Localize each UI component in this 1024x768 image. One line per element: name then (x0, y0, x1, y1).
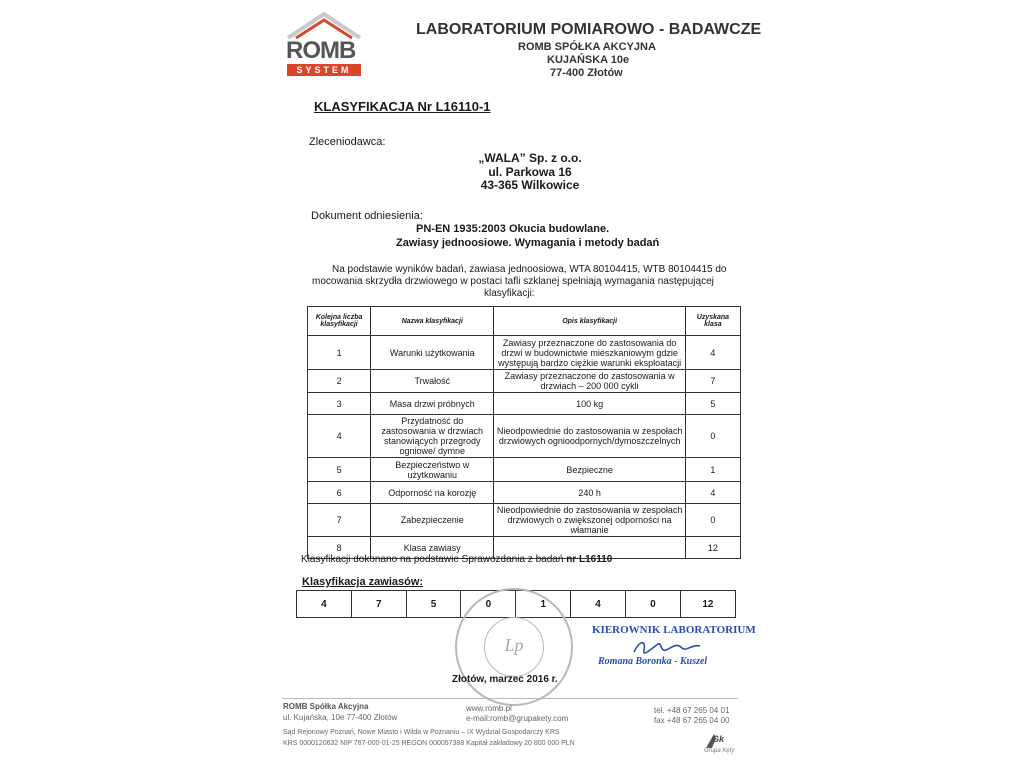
summary-cell: 4 (571, 591, 626, 618)
header-description: Opis klasyfikacji (494, 307, 685, 336)
row-number: 6 (308, 482, 371, 504)
footer-divider (282, 698, 738, 699)
row-name: Przydatność do zastosowania w drzwiach stanowiących przegrody ogniowe/ dymne (371, 415, 494, 458)
summary-label: Klasyfikacja zawiasów: (302, 576, 424, 588)
row-class: 4 (685, 336, 740, 370)
row-number: 2 (308, 370, 371, 393)
row-number: 7 (308, 504, 371, 537)
summary-cell: 4 (297, 591, 352, 618)
reference-standard: PN-EN 1935:2003 Okucia budowlane. (416, 223, 610, 235)
row-number: 8 (308, 537, 371, 559)
row-description: 100 kg (494, 393, 685, 415)
row-name: Zabezpieczenie (371, 504, 494, 537)
row-number: 1 (308, 336, 371, 370)
grupa-kety-logo-text: Gk (712, 734, 725, 744)
company-name: ROMB SPÓŁKA AKCYJNA (518, 41, 656, 53)
row-description: Zawiasy przeznaczone do zastosowania w drzwiach – 200 000 cykli (494, 370, 685, 393)
row-description: Nieodpowiednie do zastosowania w zespołach drzwiowych ognioodpornych/dymoszczelnych (494, 415, 685, 458)
row-class: 1 (685, 458, 740, 482)
classification-table (307, 306, 741, 559)
row-name: Trwałość (371, 370, 494, 393)
summary-cell: 5 (406, 591, 461, 618)
logo-wordmark: ROMB (286, 37, 356, 64)
summary-cell: 0 (461, 591, 516, 618)
stamp-inner-ring (484, 617, 544, 677)
header-class: Uzyskana klasa (685, 307, 740, 336)
table-row (308, 393, 741, 415)
city-address: 77-400 Złotów (550, 67, 623, 79)
row-class: 4 (685, 482, 740, 504)
intro-line-1: Na podstawie wyników badań, zawiasa jednoosiowa, WTA 80104415, WTB 80104415 do (332, 264, 727, 275)
row-name: Klasa zawiasy (371, 537, 494, 559)
row-name: Warunki użytkowania (371, 336, 494, 370)
client-street: ul. Parkowa 16 (488, 165, 572, 179)
basis-text: Klasyfikacji dokonano na podstawie Sprawozdania z badań (301, 554, 564, 565)
row-number: 4 (308, 415, 371, 458)
document-title: KLASYFIKACJA Nr L16110-1 (314, 99, 491, 114)
row-class: 0 (685, 415, 740, 458)
row-description: Nieodpowiednie do zastosowania w zespołach drzwiowych o zwiększonej odporności na włamanie (494, 504, 685, 537)
header-name: Nazwa klasyfikacji (371, 307, 494, 336)
reference-label: Dokument odniesienia: (311, 210, 423, 222)
table-row (308, 370, 741, 393)
intro-line-2: mocowania skrzydła drzwiowego w postaci tafli szklanej spełniają wymagania następującej (312, 276, 714, 287)
row-number: 5 (308, 458, 371, 482)
logo-subtitle: SYSTEM (287, 64, 361, 76)
stamp-text: Lp (504, 635, 524, 655)
row-number: 3 (308, 393, 371, 415)
row-description: Bezpieczne (494, 458, 685, 482)
table-header-row (308, 307, 741, 336)
street-address: KUJAŃSKA 10e (547, 54, 630, 66)
footer-email: e-mail:romb@grupakety.com (466, 714, 569, 723)
footer-registry: KRS 0000120632 NIP 767-000-01-25 REGON 000057388 Kapitał zakładowy 20 800 000 PLN (283, 740, 575, 747)
header-number: Kolejna liczba klasyfikacji (308, 307, 371, 336)
summary-cell: 12 (680, 591, 735, 618)
row-description: 240 h (494, 482, 685, 504)
footer-company: ROMB Spółka Akcyjna (283, 702, 369, 711)
footer-web: www.romb.pl (466, 704, 512, 713)
table-row (308, 482, 741, 504)
row-name: Bezpieczeństwo w użytkowaniu (371, 458, 494, 482)
client-name: „WALA” Sp. z o.o. (478, 151, 582, 165)
laboratory-stamp (455, 588, 573, 706)
footer-phone: tel. +48 67 265 04 01 (654, 706, 730, 715)
lab-name: LABORATORIUM POMIAROWO - BADAWCZE (416, 21, 762, 38)
footer-address: ul. Kujańska, 10e 77-400 Złotów (283, 713, 398, 722)
summary-cell: 1 (516, 591, 571, 618)
row-class: 7 (685, 370, 740, 393)
place-date: Złotów, marzec 2016 r. (452, 674, 558, 685)
table-row (308, 336, 741, 370)
client-label: Zleceniodawca: (309, 136, 386, 148)
row-name: Odporność na korozję (371, 482, 494, 504)
row-class: 5 (685, 393, 740, 415)
row-description: Zawiasy przeznaczone do zastosowania do drzwi w budownictwie mieszkaniowym gdzie występują bardzo ciężkie warunki eksploatacji (494, 336, 685, 370)
intro-line-3: klasyfikacji: (484, 288, 535, 299)
signature-title: KIEROWNIK LABORATORIUM (592, 624, 756, 636)
row-class: 0 (685, 504, 740, 537)
row-class: 12 (685, 537, 740, 559)
table-row (308, 415, 741, 458)
grupa-kety-subtitle: Grupa Kęty (704, 748, 735, 754)
summary-cell: 7 (351, 591, 406, 618)
signature-name: Romana Boronka - Kuszel (598, 656, 708, 667)
table-row (308, 504, 741, 537)
row-name: Masa drzwi próbnych (371, 393, 494, 415)
footer-fax: fax +48 67 265 04 00 (654, 716, 730, 725)
basis-line (301, 554, 612, 565)
reference-title: Zawiasy jednoosiowe. Wymagania i metody badań (396, 237, 660, 249)
client-city: 43-365 Wilkowice (480, 178, 580, 192)
summary-cell: 0 (625, 591, 680, 618)
basis-reference: nr L16110 (566, 554, 613, 565)
footer-court: Sąd Rejonowy Poznań, Nowe Miasto i Wilda w Poznaniu – IX Wydział Gospodarczy KRS (283, 729, 560, 736)
romb-logo (284, 10, 364, 78)
table-row (308, 458, 741, 482)
roof-icon (284, 10, 364, 40)
